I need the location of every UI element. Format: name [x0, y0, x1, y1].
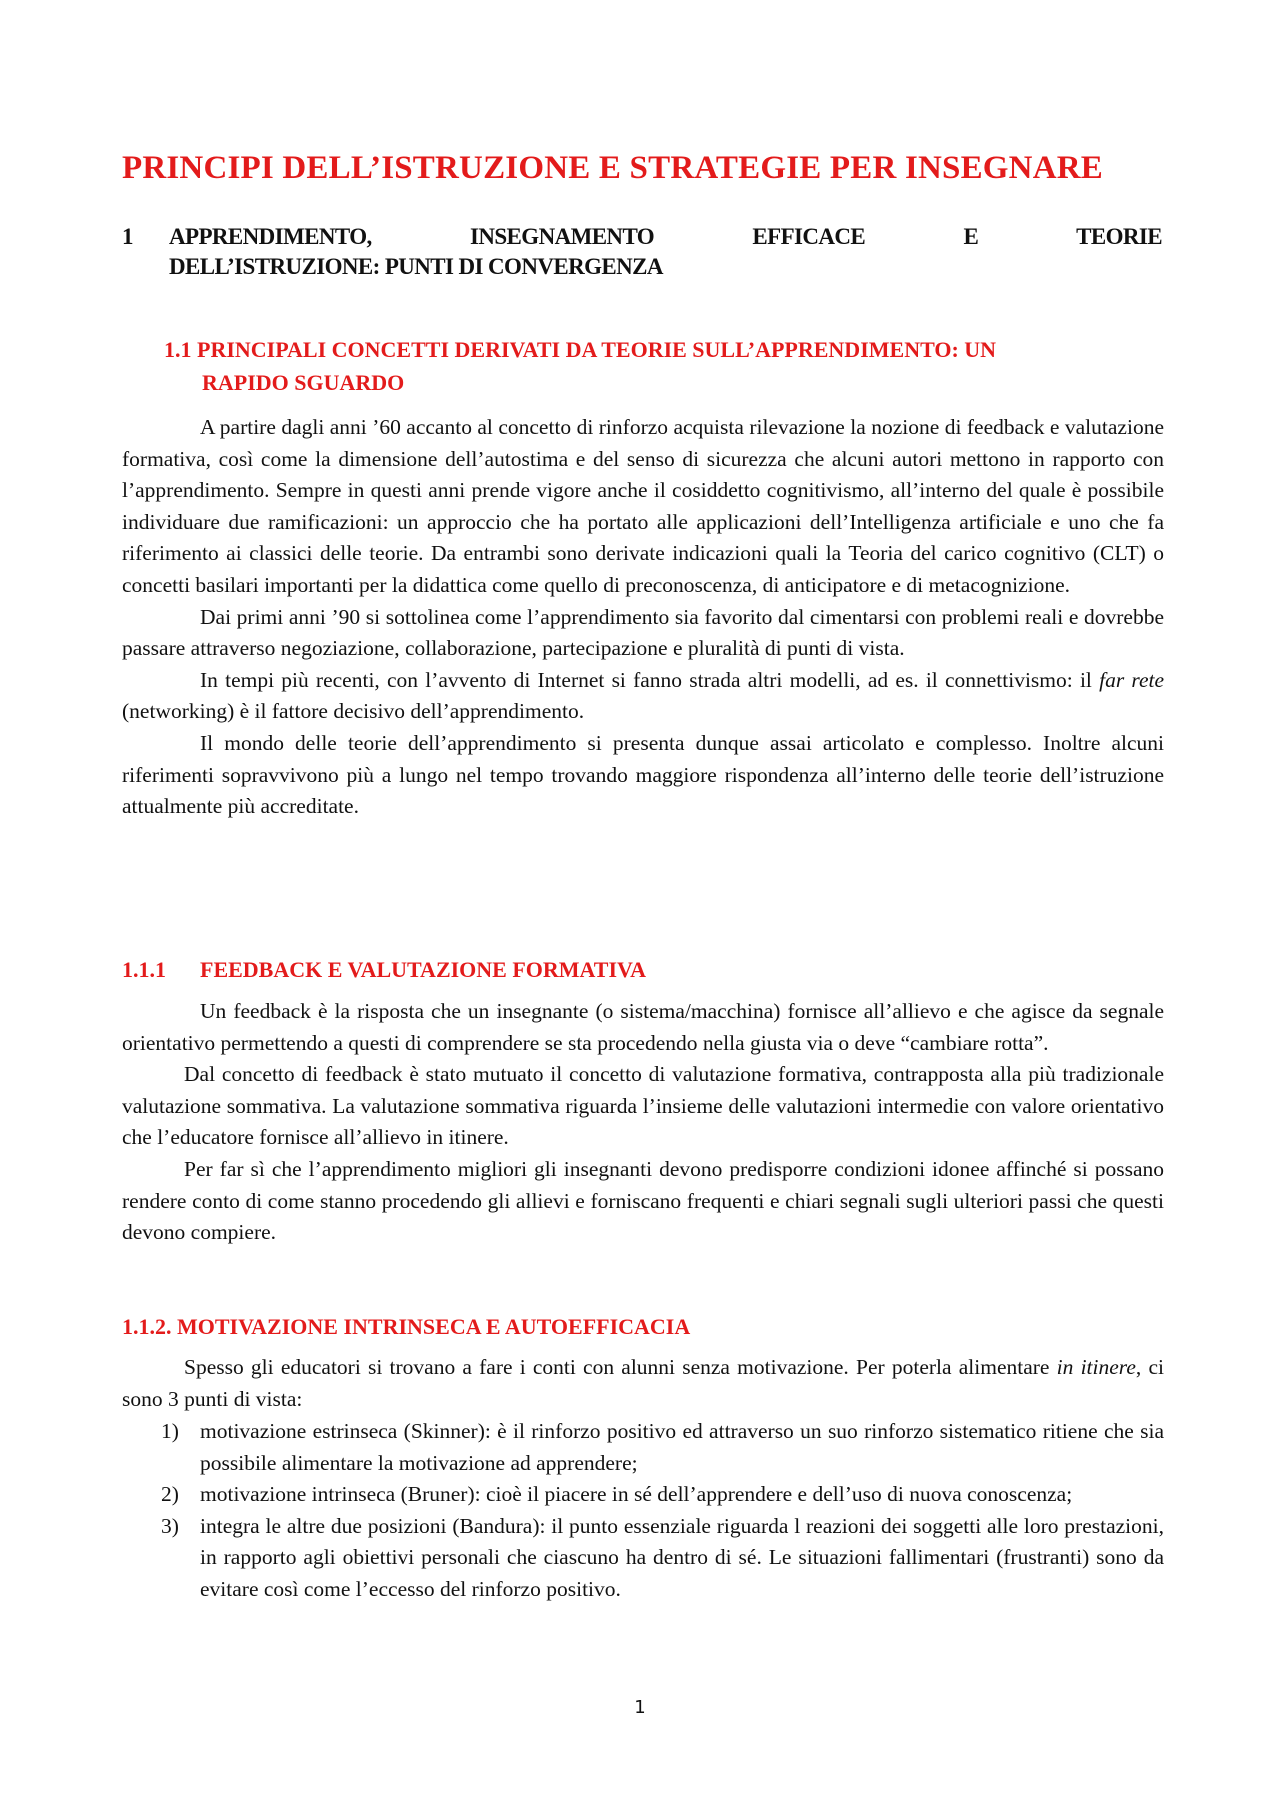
list-number: 2): [161, 1482, 179, 1507]
list-item: [122, 1511, 1164, 1606]
section-1-1-1-body: [122, 996, 1164, 1249]
motivation-list: [122, 1416, 1164, 1606]
heading-number: 1.1.1: [122, 957, 166, 982]
list-item: [122, 1479, 1164, 1511]
subsection-heading-line-2: RAPIDO SGUARDO: [202, 370, 405, 395]
subsection-heading-1-1-1: [122, 957, 646, 983]
subsection-heading-line-1: 1.1 PRINCIPALI CONCETTI DERIVATI DA TEORIE SULL’APPRENDIMENTO: UN: [164, 337, 997, 362]
paragraph: In tempi più recenti, con l’avvento di Internet si fanno strada altri modelli, ad es. il connettivismo: il far rete (networking) è il fattore decisivo dell’apprendimento.: [122, 667, 1165, 724]
section-1-1-2-body: [122, 1352, 1164, 1415]
subsection-heading-1-1-2: 1.1.2. MOTIVAZIONE INTRINSECA E AUTOEFFICACIA: [122, 1314, 691, 1339]
emphasis: far rete: [1099, 667, 1165, 692]
section-heading-1: [122, 222, 1162, 282]
list-item-text: integra le altre due posizioni (Bandura): il punto essenziale riguarda l reazioni dei soggetti alle loro prestazioni, in rapporto agli obiettivi personali che ciascuno ha dentro di sé. Le situazioni fallimentari (frustranti) sono da evitare così come l’eccesso del rinforzo positivo.: [200, 1513, 1164, 1601]
paragraph: Dai primi anni ’90 si sottolinea come l’apprendimento sia favorito dal cimentarsi con problemi reali e dovrebbe passare attraverso negoziazione, collaborazione, partecipazione e pluralità di punti di vista.: [122, 604, 1164, 661]
section-heading-line-1: APPRENDIMENTO, INSEGNAMENTO EFFICACE E TEORIE: [169, 224, 1162, 249]
document-title: PRINCIPI DELL’ISTRUZIONE E STRATEGIE PER INSEGNARE: [122, 150, 1103, 186]
emphasis: in itinere: [1056, 1355, 1136, 1379]
list-item-text: motivazione intrinseca (Bruner): cioè il piacere in sé dell’apprendere e dell’uso di nuova conoscenza;: [200, 1482, 1073, 1507]
subsection-heading-1-1: [164, 333, 1164, 399]
paragraph: Dal concetto di feedback è stato mutuato il concetto di valutazione formativa, contrapposta alla più tradizionale valutazione sommativa. La valutazione sommativa riguarda l’insieme delle valutazioni intermedie con valore orientativo che l’educatore fornisce all’allievo in itinere.: [122, 1062, 1164, 1150]
list-item: [122, 1416, 1164, 1479]
section-number: 1: [122, 224, 133, 249]
section-1-1-body: [122, 412, 1164, 823]
section-heading-line-2: DELL’ISTRUZIONE: PUNTI DI CONVERGENZA: [169, 254, 663, 279]
heading-text: FEEDBACK E VALUTAZIONE FORMATIVA: [200, 957, 646, 982]
paragraph: A partire dagli anni ’60 accanto al concetto di rinforzo acquista rilevazione la nozione di feedback e valutazione formativa, così come la dimensione dell’autostima e del senso di sicurezza che alcuni autori mettono in rapporto con l’apprendimento. Sempre in questi anni prende vigore anche il cosiddetto cognitivismo, all’interno del quale è possibile individuare due ramificazioni: un approccio che ha portato alle applicazioni dell’Intelligenza artificiale e uno che fa riferimento ai classici delle teorie. Da entrambi sono derivate indicazioni quali la Teoria del carico cognitivo (CLT) o concetti basilari importanti per la didattica come quello di preconoscenza, di anticipatore e di metacognizione.: [122, 415, 1164, 597]
page-number: 1: [634, 1697, 646, 1718]
paragraph: Spesso gli educatori si trovano a fare i conti con alunni senza motivazione. Per poterla alimentare in itinere, ci sono 3 punti di vista:: [122, 1355, 1164, 1411]
paragraph: Il mondo delle teorie dell’apprendimento si presenta dunque assai articolato e complesso. Inoltre alcuni riferimenti sopravvivono più a lungo nel tempo trovando maggiore rispondenza all’interno delle teorie dell’istruzione attualmente più accreditate.: [122, 730, 1164, 819]
list-number: 3): [161, 1513, 179, 1538]
list-number: 1): [161, 1419, 179, 1443]
paragraph: Per far sì che l’apprendimento migliori gli insegnanti devono predisporre condizioni idonee affinché si possano rendere conto di come stanno procedendo gli allievi e forniscano frequenti e chiari segnali sugli ulteriori passi che questi devono compiere.: [122, 1156, 1164, 1245]
paragraph: Un feedback è la risposta che un insegnante (o sistema/macchina) fornisce all’allievo e che agisce da segnale orientativo permettendo a questi di comprendere se sta procedendo nella giusta via o deve “cambiare rotta”.: [122, 999, 1164, 1055]
list-item-text: motivazione estrinseca (Skinner): è il rinforzo positivo ed attraverso un suo rinforzo sistematico ritiene che sia possibile alimentare la motivazione ad apprendere;: [200, 1419, 1164, 1475]
